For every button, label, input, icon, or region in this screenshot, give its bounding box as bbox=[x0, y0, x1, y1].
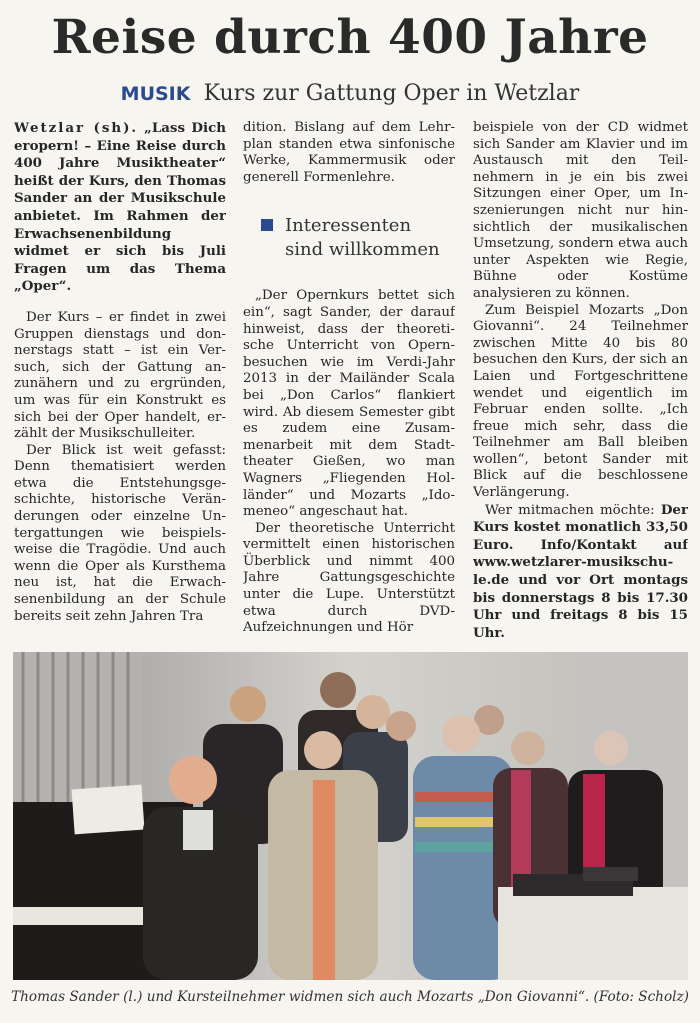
section-kicker: MUSIK bbox=[120, 83, 191, 105]
photo-course-participants bbox=[13, 652, 688, 980]
paragraph-continued: beispiele von der CD widmet sich Sander am Klavier und im Austausch mit den Teilnehmern in je ein bis zwei Sitzungen einer Oper, um Inszenierungen nicht nur hinsichtlich der musikalischen Umsetzung, sondern etwa auch unter Aspekten wie Regie, Bühne oder Kostüme analysieren zu können. bbox=[473, 120, 688, 301]
subtitle: Kurs zur Gattung Oper in Wetzlar bbox=[203, 81, 580, 106]
subheadline bbox=[0, 78, 700, 111]
info-details: Der Kurs kostet monatlich 33,50 Euro. Info/Kontakt auf www.wetzlarer-musikschule.de und vor Ort montags bis donnerstags 8 bis 17.30 Uhr und freitags 8 bis 15 Uhr. bbox=[473, 501, 688, 640]
lead-paragraph bbox=[14, 120, 226, 296]
photo-illustration bbox=[13, 652, 688, 980]
paragraph-continued: dition. Bislang auf dem Lehrplan standen etwa sinfonische Werke, Kammermusik oder generell Formenlehre. bbox=[243, 120, 455, 185]
intertitle bbox=[243, 214, 455, 262]
info-intro: Wer mitmachen möchte: bbox=[485, 502, 655, 518]
lead-text: „Lass Dich eropern! – Eine Reise durch 400 Jahre Musiktheater“ heißt der Kurs, den Thomas Sander an der Musikschule anbietet. Im Rahmen der Erwachsenenbildung widmet er sich bis Juli Fragen um das Thema „Oper“. bbox=[14, 120, 226, 295]
article-column-2 bbox=[243, 120, 455, 640]
paragraph: „Der Opernkurs bettet sich ein“, sagt Sander, der darauf hinweist, dass der theoretische Unterricht von Opernbesuchen wie im Verdi-Jahr 2013 in der Mailänder Scala bei „Don Carlos“ flankiert wird. Ab diesem Semester gibt es zudem eine Zusammenarbeit mit dem Stadttheater Gießen, wo man Wagners „Fliegenden Holländer“ und Mozarts „Idomeneo“ angeschaut hat. bbox=[243, 288, 455, 520]
headline: Reise durch 400 Jahre bbox=[51, 10, 649, 65]
paragraph: Der Kurs – er findet in zwei Gruppen dienstags und donnerstags statt – ist ein Versuch, sich der Gattung anzunähern und zu ergründen, um was für ein Konstrukt es sich bei der Oper handelt, erzählt der Musikschulleiter. bbox=[14, 309, 226, 442]
intertitle-line: Interessenten bbox=[285, 215, 412, 237]
intertitle-square-icon bbox=[261, 219, 273, 231]
article-column-3 bbox=[473, 120, 688, 640]
paragraph: Der Blick ist weit gefasst: Denn thematisiert werden etwa die Entstehungsgeschichte, historische Veränderungen oder einzelne Untergattungen wie beispielsweise die Tragödie. Und auch wenn die Oper als Kursthema neu ist, hat die Erwachsenenbildung an der Schule bereits seit zehn Jahren Tra bbox=[14, 442, 226, 624]
info-paragraph bbox=[473, 502, 688, 640]
paragraph: Der theoretische Unterricht vermittelt einen historischen Überblick und nimmt 400 Jahre Gattungsgeschichte unter die Lupe. Unterstützt etwa durch DVD-Aufzeichnungen und Hör bbox=[243, 520, 455, 636]
dateline: Wetzlar (sh). bbox=[14, 120, 139, 136]
article-column-1 bbox=[14, 120, 226, 640]
intertitle-line: sind willkommen bbox=[285, 239, 440, 261]
photo-caption: Thomas Sander (l.) und Kursteilnehmer widmen sich auch Mozarts „Don Giovanni“. (Foto: Scholz) bbox=[11, 989, 689, 1005]
paragraph: Zum Beispiel Mozarts „Don Giovanni“. 24 Teilnehmer zwischen Mitte 40 bis 80 besuchen den Kurs, der sich an Laien und Fortgeschrittene wendet und eigentlich im Februar enden sollte. „Ich freue mich sehr, dass die Teilnehmer am Ball bleiben wollen“, betont Sander mit Blick auf die beschlossene Verlängerung. bbox=[473, 302, 688, 501]
